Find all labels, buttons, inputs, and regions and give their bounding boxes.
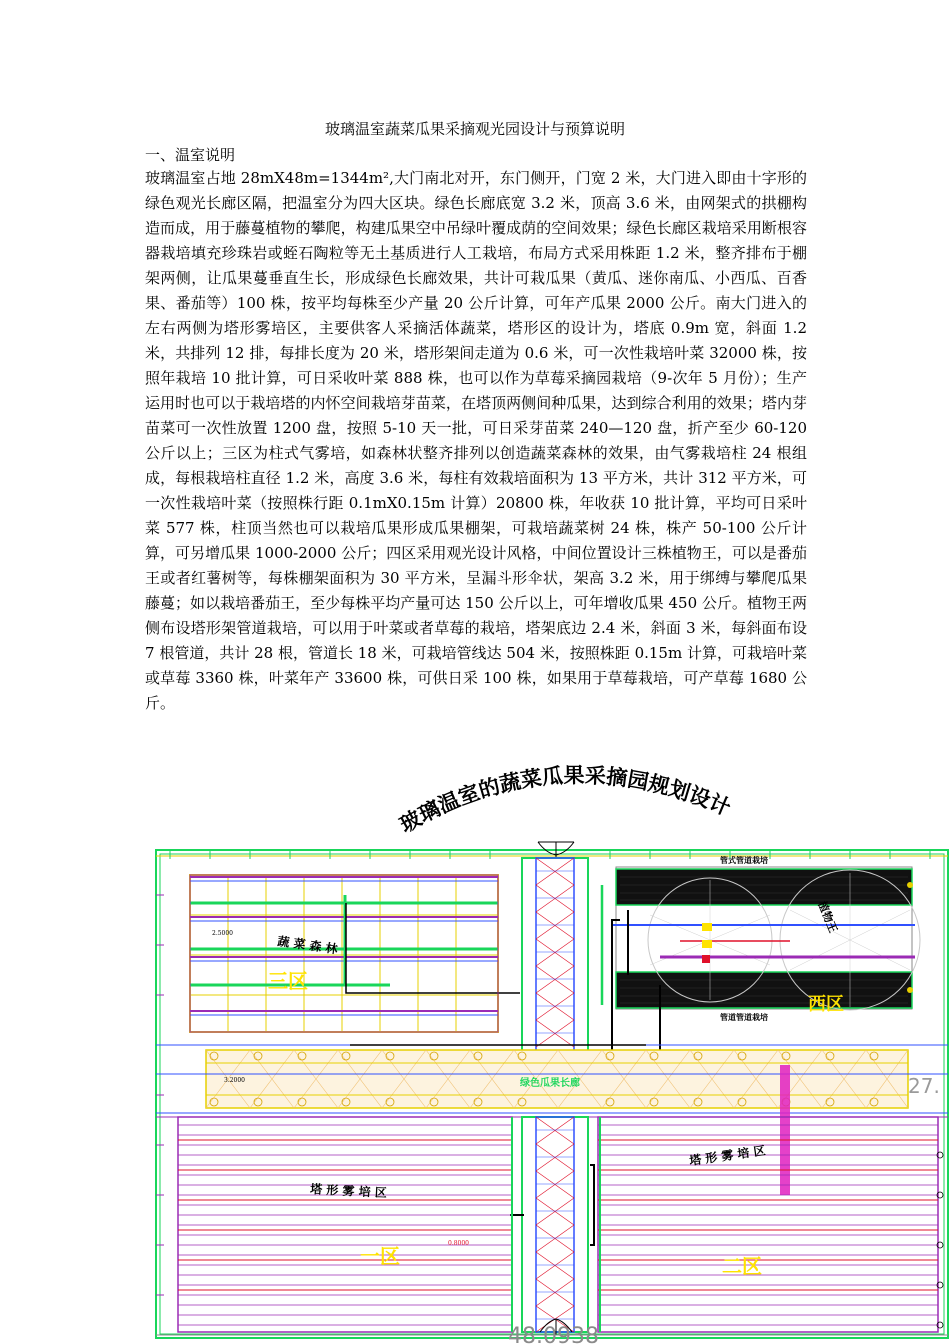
zone3-forest-label: 蔬 菜 森 林	[276, 934, 339, 957]
plan-title: 玻璃温室的蔬菜瓜果采摘园规划设计	[395, 763, 735, 838]
overall-length-dimension: 48.0938	[508, 1324, 599, 1344]
corridor-south-section	[510, 1117, 594, 1332]
pipe-bed-top-label: 管式管道栽培	[720, 856, 768, 865]
dim-label-a: 2.5000	[212, 930, 233, 937]
zone3-forest-structure	[190, 875, 520, 1032]
zone3-label: 三区	[268, 969, 308, 993]
dim-right-label: 27.	[908, 1074, 940, 1098]
zone1-label: 一区	[360, 1244, 400, 1268]
greenhouse-plan-drawing	[150, 745, 950, 1344]
pipe-bed-top	[616, 869, 912, 905]
zone2-label: 二区	[722, 1254, 762, 1278]
pipe-bed-bottom-label: 管道管道栽培	[720, 1013, 768, 1022]
corridor-north-section	[522, 858, 588, 1058]
dim-label-b: 3.2000	[224, 1077, 245, 1084]
dim-label-c: 0.8000	[448, 1240, 469, 1247]
corridor-label: 绿色瓜果长廊	[520, 1078, 580, 1089]
zone1-fog-area	[178, 1117, 512, 1332]
green-corridor-band	[156, 1045, 948, 1195]
zone2-fog-label: 塔 形 雾 培 区	[688, 1143, 767, 1168]
zone4-label: 西区	[808, 994, 844, 1015]
section-heading: 一、温室说明	[145, 146, 236, 164]
zone2-fog-area	[598, 1117, 943, 1332]
plant-king-label: 植物王	[815, 899, 840, 935]
document-title: 玻璃温室蔬菜瓜果采摘观光园设计与预算说明	[324, 120, 625, 138]
zone1-fog-label: 塔 形 雾 培 区	[309, 1182, 388, 1201]
body-paragraph: 玻璃温室占地 28mX48m=1344m²,大门南北对开，东门侧开，门宽 2 米，大门进入即由十字形的绿色观光长廊区隔，把温室分为四大区块。绿色长廊底宽 3.2 米，顶高 3.6 米，由网架式的拱棚构造而成，用于藤蔓植物的攀爬，构建瓜果空中吊绿叶覆成荫的空间效果；绿色长廊区栽培采用断根容器栽培填充珍珠岩或蛭石陶粒等无土基质进行人工栽培，布局方式采用株距 1.2 米，整齐排布于棚架两侧，让瓜果蔓垂直生长，形成绿色长廊效果，共计可栽瓜果（黄瓜、迷你南瓜、小西瓜、百香果、番茄等）100 株，按平均每株至少产量 20 公斤计算，可年产瓜果 2000 公斤。南大门进入的左右两侧为塔形雾培区，主要供客人采摘活体蔬菜，塔形区的设计为，塔底 0.9m 宽，斜面 1.2 米，共排列 12 排，每排长度为 20 米，塔形架间走道为 0.6 米，可一次性栽培叶菜 32000 株，按照年栽培 10 批计算，可日采收叶菜 888 株，也可以作为草莓采摘园栽培（9-次年 5 月份）；生产运用时也可以于栽培塔的内怀空间栽培芽苗菜，在塔顶两侧间种瓜果，达到综合利用的效果；塔内芽苗菜可一次性放置 1200 盘，按照 5-10 天一批，可日采芽苗菜 240—120 盘，折产至少 60-120 公斤以上；三区为柱式气雾培，如森林状整齐排列以创造蔬菜森林的效果，由气雾栽培柱 24 根组成，每根栽培柱直径 1.2 米，高度 3.6 米，每柱有效栽培面积为 13 平方米，共计 312 平方米，可一次性栽培叶菜（按照株行距 0.1mX0.15m 计算）20800 株，年收获 10 批计算，平均可日采叶菜 577 株，柱顶当然也可以栽培瓜果形成瓜果棚架，可栽培蔬菜树 24 株，株产 50-100 公斤计算，可另增瓜果 1000-2000 公斤；四区采用观光设计风格，中间位置设计三株植物王，可以是番茄王或者红薯树等，每株棚架面积为 30 平方米，呈漏斗形伞状，架高 3.2 米，用于绑缚与攀爬瓜果藤蔓；如以栽培番茄王，至少每株平均产量可达 150 公斤以上，可年增收瓜果 450 公斤。植物王两侧布设塔形架管道栽培，可以用于叶菜或者草莓的栽培，塔架底边 2.4 米，斜面 3 米，每斜面布设 7 根管道，共计 28 根，管道长 18 米，可栽培管线达 504 米，按照株距 0.15m 计算，可栽培叶菜或草莓 3360 株，叶菜年产 33600 株，可供日采 100 株，如果用于草莓栽培，可产草莓 1680 公斤。	[145, 169, 807, 712]
